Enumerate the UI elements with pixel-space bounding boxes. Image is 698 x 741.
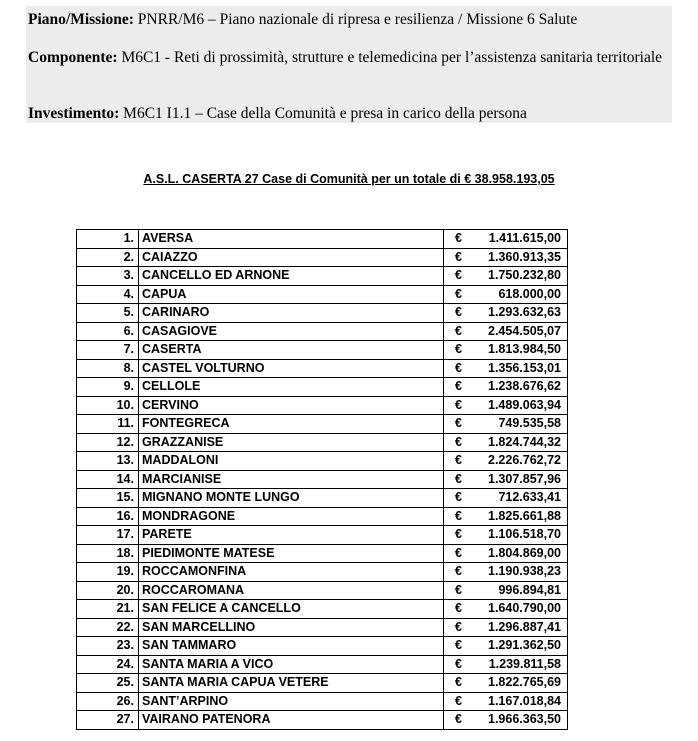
table-row [77,248,568,267]
row-currency: € [444,544,474,563]
row-name: AVERSA [139,230,444,249]
table-row [77,470,568,489]
row-amount: 1.238.676,62 [473,378,568,397]
row-currency: € [444,470,474,489]
row-amount: 749.535,58 [473,415,568,434]
row-amount: 1.750.232,80 [473,267,568,286]
row-currency: € [444,285,474,304]
table-row [77,507,568,526]
table-row [77,692,568,711]
row-number: 25. [77,674,139,693]
row-currency: € [444,304,474,323]
row-number: 4. [77,285,139,304]
table-row [77,378,568,397]
row-name: SAN FELICE A CANCELLO [139,600,444,619]
table-row [77,618,568,637]
row-currency: € [444,322,474,341]
document-title-text: A.S.L. CASERTA 27 Case di Comunità per un totale di € 38.958.193,05 [143,172,555,186]
table-row [77,544,568,563]
row-amount: 1.825.661,88 [473,507,568,526]
row-number: 21. [77,600,139,619]
mission-label: Piano/Missione: [28,11,134,28]
table-row [77,359,568,378]
row-currency: € [444,489,474,508]
table-row [77,433,568,452]
row-currency: € [444,415,474,434]
row-amount: 1.804.869,00 [473,544,568,563]
row-amount: 1.190.938,23 [473,563,568,582]
row-amount: 1.822.765,69 [473,674,568,693]
row-currency: € [444,341,474,360]
table-row [77,489,568,508]
table-body [77,230,568,730]
row-name: MONDRAGONE [139,507,444,526]
row-name: ROCCAROMANA [139,581,444,600]
row-number: 5. [77,304,139,323]
table-row [77,396,568,415]
row-name: SANTA MARIA CAPUA VETERE [139,674,444,693]
row-currency: € [444,248,474,267]
row-currency: € [444,711,474,730]
row-number: 6. [77,322,139,341]
row-number: 14. [77,470,139,489]
row-amount: 1.106.518,70 [473,526,568,545]
row-currency: € [444,267,474,286]
row-number: 3. [77,267,139,286]
row-amount: 712.633,41 [473,489,568,508]
row-currency: € [444,563,474,582]
case-comunita-table [76,229,568,730]
row-name: CARINARO [139,304,444,323]
investment-line [28,104,666,123]
row-number: 12. [77,433,139,452]
row-number: 7. [77,341,139,360]
row-name: CELLOLE [139,378,444,397]
row-name: MIGNANO MONTE LUNGO [139,489,444,508]
row-amount: 1.824.744,32 [473,433,568,452]
row-number: 15. [77,489,139,508]
row-name: MADDALONI [139,452,444,471]
table-row [77,230,568,249]
row-number: 26. [77,692,139,711]
row-amount: 1.813.984,50 [473,341,568,360]
header-info-box [26,6,672,123]
row-amount: 2.226.762,72 [473,452,568,471]
table-row [77,563,568,582]
row-currency: € [444,600,474,619]
document-title [0,172,698,186]
table-row [77,600,568,619]
row-number: 1. [77,230,139,249]
row-amount: 1.640.790,00 [473,600,568,619]
table-row [77,581,568,600]
row-amount: 1.239.811,58 [473,655,568,674]
row-number: 19. [77,563,139,582]
row-number: 20. [77,581,139,600]
table-row [77,267,568,286]
row-name: CANCELLO ED ARNONE [139,267,444,286]
investment-label: Investimento: [28,105,120,122]
row-amount: 618.000,00 [473,285,568,304]
table-row [77,341,568,360]
row-currency: € [444,507,474,526]
row-currency: € [444,637,474,656]
investment-value: M6C1 I1.1 – Case della Comunità e presa in carico della persona [119,105,527,122]
row-amount: 996.894,81 [473,581,568,600]
row-number: 11. [77,415,139,434]
row-number: 24. [77,655,139,674]
row-currency: € [444,655,474,674]
row-currency: € [444,396,474,415]
row-currency: € [444,674,474,693]
row-number: 27. [77,711,139,730]
mission-value: PNRR/M6 – Piano nazionale di ripresa e resilienza / Missione 6 Salute [133,11,578,28]
row-currency: € [444,452,474,471]
row-currency: € [444,378,474,397]
row-amount: 1.291.362,50 [473,637,568,656]
row-amount: 1.296.887,41 [473,618,568,637]
component-value: M6C1 - Reti di prossimità, strutture e telemedicina per l’assistenza sanitaria territoriale [117,49,663,66]
table-row [77,674,568,693]
row-name: FONTEGRECA [139,415,444,434]
row-amount: 1.307.857,96 [473,470,568,489]
row-name: PIEDIMONTE MATESE [139,544,444,563]
row-amount: 1.489.063,94 [473,396,568,415]
row-name: GRAZZANISE [139,433,444,452]
row-amount: 1.360.913,35 [473,248,568,267]
row-name: ROCCAMONFINA [139,563,444,582]
row-amount: 1.411.615,00 [473,230,568,249]
row-amount: 1.293.632,63 [473,304,568,323]
row-number: 22. [77,618,139,637]
row-currency: € [444,433,474,452]
row-amount: 1.966.363,50 [473,711,568,730]
table-row [77,285,568,304]
row-name: VAIRANO PATENORA [139,711,444,730]
row-number: 13. [77,452,139,471]
row-number: 16. [77,507,139,526]
row-name: SANTA MARIA A VICO [139,655,444,674]
row-name: SANT’ARPINO [139,692,444,711]
row-currency: € [444,692,474,711]
row-number: 8. [77,359,139,378]
table-row [77,526,568,545]
table-row [77,637,568,656]
table-row [77,304,568,323]
row-currency: € [444,581,474,600]
row-amount: 1.167.018,84 [473,692,568,711]
row-amount: 2.454.505,07 [473,322,568,341]
row-name: MARCIANISE [139,470,444,489]
row-number: 10. [77,396,139,415]
row-currency: € [444,359,474,378]
component-line [28,48,666,67]
row-name: SAN MARCELLINO [139,618,444,637]
table-row [77,322,568,341]
row-name: CASAGIOVE [139,322,444,341]
component-label: Componente: [28,49,118,66]
table-row [77,711,568,730]
row-number: 9. [77,378,139,397]
row-name: CAIAZZO [139,248,444,267]
row-number: 23. [77,637,139,656]
row-number: 17. [77,526,139,545]
row-name: PARETE [139,526,444,545]
mission-line [28,10,666,29]
row-name: CASTEL VOLTURNO [139,359,444,378]
row-name: CAPUA [139,285,444,304]
row-name: CERVINO [139,396,444,415]
row-number: 18. [77,544,139,563]
table-row [77,655,568,674]
table-row [77,452,568,471]
table-row [77,415,568,434]
row-currency: € [444,230,474,249]
row-number: 2. [77,248,139,267]
row-name: SAN TAMMARO [139,637,444,656]
row-currency: € [444,618,474,637]
row-currency: € [444,526,474,545]
row-name: CASERTA [139,341,444,360]
row-amount: 1.356.153,01 [473,359,568,378]
